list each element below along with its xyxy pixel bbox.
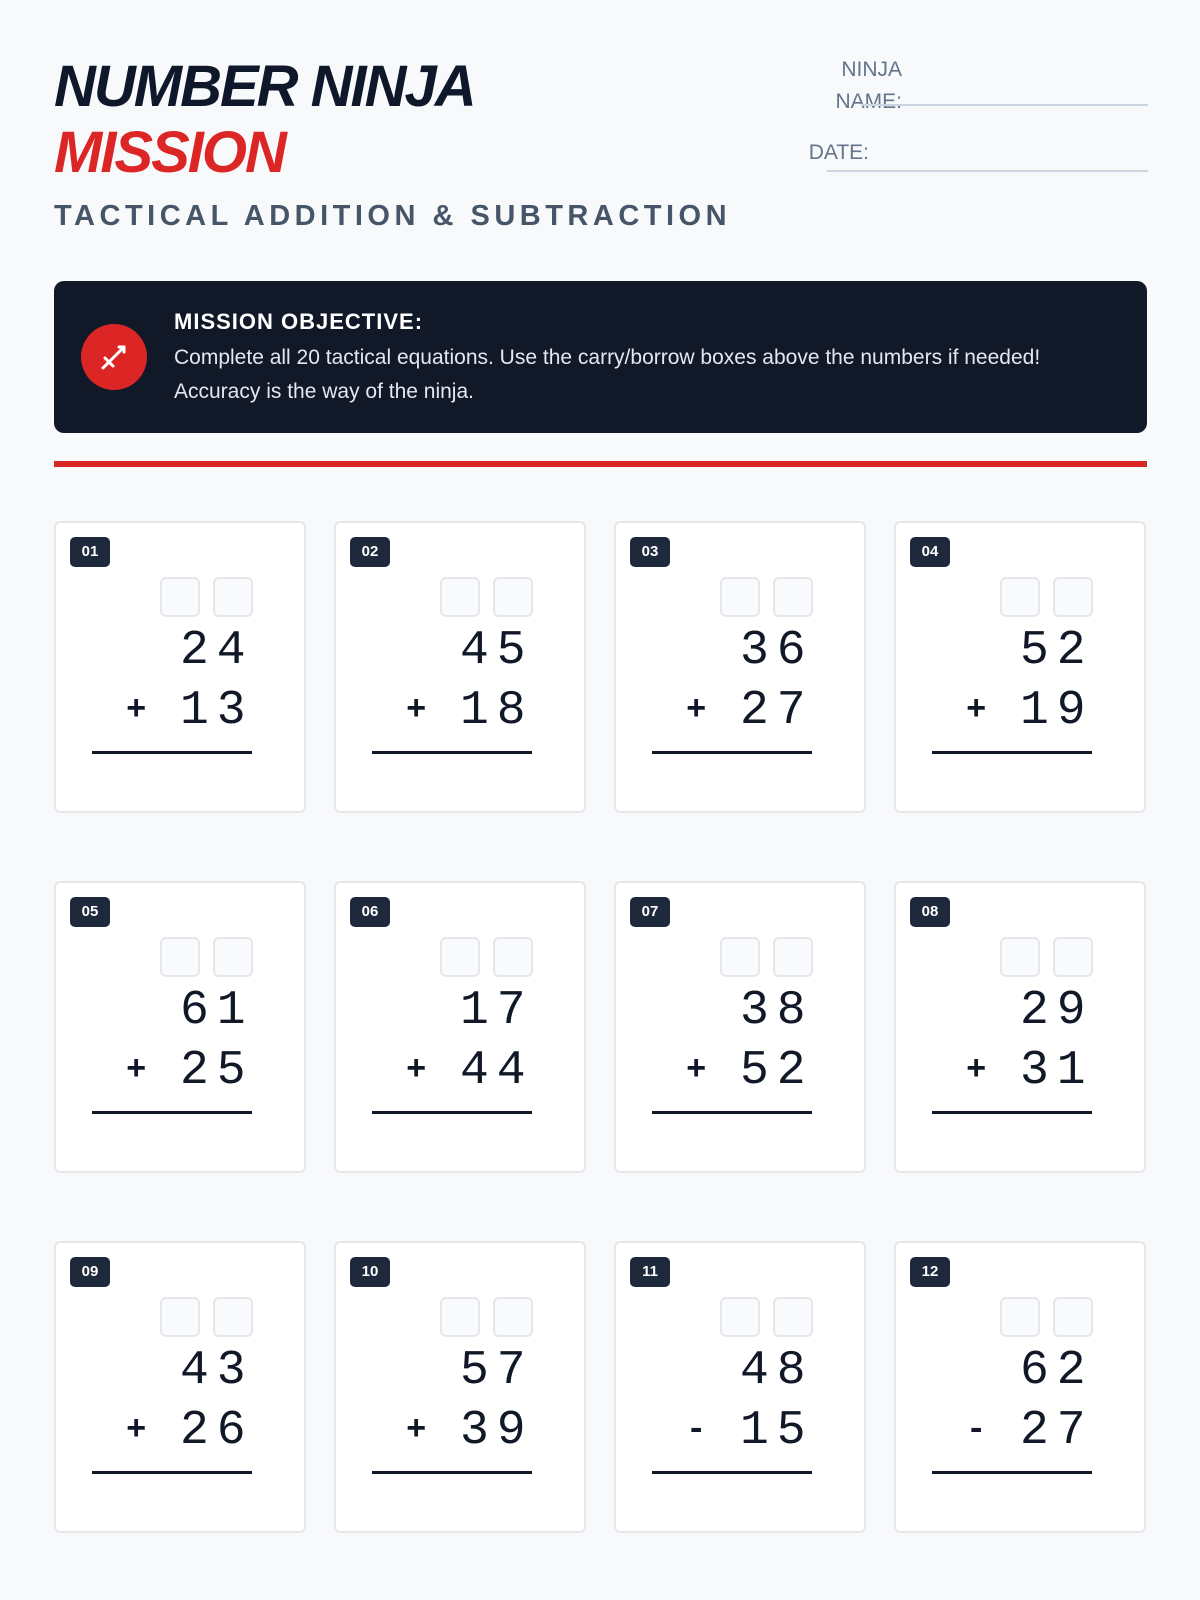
operator-sign: + — [126, 1052, 147, 1090]
operator-sign: + — [686, 692, 707, 730]
problem-card — [614, 521, 866, 813]
date-field[interactable] — [827, 170, 1148, 172]
top-operand: 17 — [460, 984, 534, 1038]
carry-box[interactable] — [440, 577, 480, 617]
operator-sign: + — [406, 1052, 427, 1090]
problem-number-badge: 05 — [70, 897, 110, 927]
problem-number-badge: 09 — [70, 1257, 110, 1287]
problem-card — [334, 521, 586, 813]
problem-card — [54, 1241, 306, 1533]
carry-box[interactable] — [440, 937, 480, 977]
bottom-operand: 18 — [460, 684, 534, 738]
carry-box[interactable] — [1000, 937, 1040, 977]
operator-sign: + — [406, 692, 427, 730]
date-label: DATE: — [808, 141, 869, 164]
mission-objective-panel — [54, 281, 1147, 433]
problem-number-badge: 08 — [910, 897, 950, 927]
answer-line[interactable] — [372, 1471, 532, 1474]
answer-line[interactable] — [372, 1111, 532, 1114]
carry-box[interactable] — [160, 937, 200, 977]
top-operand: 61 — [180, 984, 254, 1038]
top-operand: 57 — [460, 1344, 534, 1398]
carry-box[interactable] — [1053, 1297, 1093, 1337]
problem-number-badge: 03 — [630, 537, 670, 567]
carry-box[interactable] — [1000, 577, 1040, 617]
answer-line[interactable] — [932, 1111, 1092, 1114]
operator-sign: - — [686, 1412, 707, 1450]
bottom-operand: 27 — [1020, 1404, 1094, 1458]
sword-icon — [81, 324, 147, 390]
operator-sign: + — [126, 692, 147, 730]
bottom-operand: 13 — [180, 684, 254, 738]
worksheet-header — [54, 54, 1148, 244]
problem-card — [894, 1241, 1146, 1533]
answer-line[interactable] — [652, 751, 812, 754]
objective-title: MISSION OBJECTIVE: — [174, 309, 424, 334]
bottom-operand: 27 — [740, 684, 814, 738]
carry-box[interactable] — [1053, 937, 1093, 977]
problem-card — [894, 521, 1146, 813]
name-field[interactable] — [861, 104, 1148, 106]
answer-line[interactable] — [372, 751, 532, 754]
title-line-1: NUMBER NINJA — [54, 54, 475, 119]
top-operand: 43 — [180, 1344, 254, 1398]
carry-box[interactable] — [493, 577, 533, 617]
operator-sign: + — [686, 1052, 707, 1090]
answer-line[interactable] — [932, 751, 1092, 754]
title-line-2: MISSION — [54, 120, 285, 185]
top-operand: 24 — [180, 624, 254, 678]
worksheet-title — [54, 54, 475, 186]
carry-box[interactable] — [160, 577, 200, 617]
operator-sign: + — [966, 692, 987, 730]
carry-box[interactable] — [1000, 1297, 1040, 1337]
problem-card — [54, 521, 306, 813]
bottom-operand: 25 — [180, 1044, 254, 1098]
objective-text: Complete all 20 tactical equations. Use the carry/borrow boxes above the numbers if needed! Accuracy is the way of the ninja. — [174, 346, 1041, 403]
carry-box[interactable] — [440, 1297, 480, 1337]
bottom-operand: 31 — [1020, 1044, 1094, 1098]
top-operand: 36 — [740, 624, 814, 678]
top-operand: 62 — [1020, 1344, 1094, 1398]
carry-box[interactable] — [773, 937, 813, 977]
answer-line[interactable] — [932, 1471, 1092, 1474]
bottom-operand: 15 — [740, 1404, 814, 1458]
problem-number-badge: 10 — [350, 1257, 390, 1287]
carry-box[interactable] — [213, 577, 253, 617]
operator-sign: + — [966, 1052, 987, 1090]
operator-sign: - — [966, 1412, 987, 1450]
top-operand: 45 — [460, 624, 534, 678]
name-label-line-2: NAME: — [835, 90, 902, 113]
carry-box[interactable] — [773, 1297, 813, 1337]
problem-card — [334, 881, 586, 1173]
top-operand: 29 — [1020, 984, 1094, 1038]
carry-box[interactable] — [160, 1297, 200, 1337]
operator-sign: + — [406, 1412, 427, 1450]
bottom-operand: 19 — [1020, 684, 1094, 738]
carry-box[interactable] — [493, 1297, 533, 1337]
top-operand: 38 — [740, 984, 814, 1038]
problem-card — [334, 1241, 586, 1533]
problem-card — [54, 881, 306, 1173]
header-divider — [54, 461, 1147, 467]
carry-box[interactable] — [720, 577, 760, 617]
top-operand: 52 — [1020, 624, 1094, 678]
name-label — [770, 54, 902, 118]
problem-number-badge: 04 — [910, 537, 950, 567]
name-label-line-1: NINJA — [841, 58, 902, 81]
top-operand: 48 — [740, 1344, 814, 1398]
bottom-operand: 39 — [460, 1404, 534, 1458]
operator-sign: + — [126, 1412, 147, 1450]
worksheet-subtitle: TACTICAL ADDITION & SUBTRACTION — [54, 200, 732, 232]
bottom-operand: 44 — [460, 1044, 534, 1098]
answer-line[interactable] — [92, 751, 252, 754]
answer-line[interactable] — [652, 1471, 812, 1474]
carry-box[interactable] — [213, 1297, 253, 1337]
carry-box[interactable] — [213, 937, 253, 977]
problem-number-badge: 02 — [350, 537, 390, 567]
problem-number-badge: 12 — [910, 1257, 950, 1287]
carry-box[interactable] — [1053, 577, 1093, 617]
bottom-operand: 52 — [740, 1044, 814, 1098]
problem-number-badge: 11 — [630, 1257, 670, 1287]
bottom-operand: 26 — [180, 1404, 254, 1458]
answer-line[interactable] — [652, 1111, 812, 1114]
problem-number-badge: 01 — [70, 537, 110, 567]
problem-card — [614, 881, 866, 1173]
answer-line[interactable] — [92, 1471, 252, 1474]
carry-box[interactable] — [720, 1297, 760, 1337]
problem-card — [614, 1241, 866, 1533]
problem-number-badge: 06 — [350, 897, 390, 927]
carry-box[interactable] — [773, 577, 813, 617]
problem-card — [894, 881, 1146, 1173]
problem-number-badge: 07 — [630, 897, 670, 927]
carry-box[interactable] — [493, 937, 533, 977]
answer-line[interactable] — [92, 1111, 252, 1114]
carry-box[interactable] — [720, 937, 760, 977]
